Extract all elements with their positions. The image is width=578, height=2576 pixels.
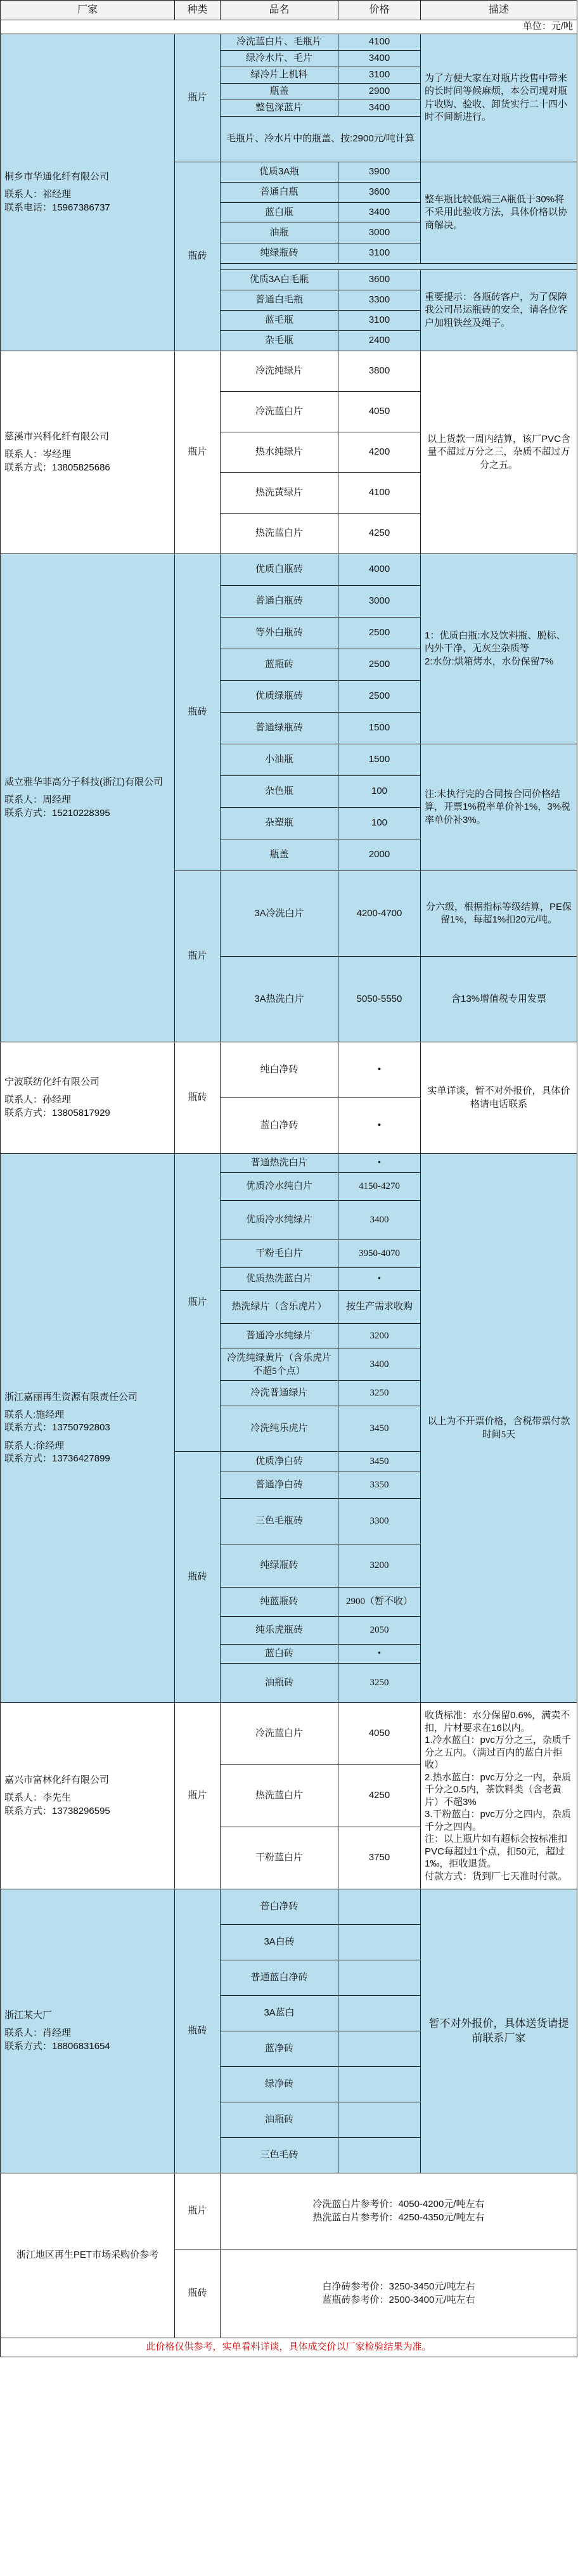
product-name: 普通白瓶砖 (221, 586, 338, 618)
category-brick: 瓶砖 (175, 1889, 221, 2173)
brick-reference-white: 白净砖参考价：3250-3450元/吨左右 (322, 2281, 475, 2293)
product-price: 3450 (338, 1406, 421, 1452)
product-price: 3100 (338, 67, 421, 84)
contact-name: 联系人：孙经理 (4, 1094, 72, 1106)
factory-name: 桐乡市华通化纤有限公司 (4, 171, 110, 183)
product-name: 杂塑瓶 (221, 808, 338, 839)
table-row (1, 34, 577, 51)
table-row (1, 1154, 577, 1173)
product-name: 纯绿瓶砖 (221, 243, 338, 264)
product-price: 3100 (338, 311, 421, 331)
product-name: 3A蓝白 (221, 1996, 338, 2031)
product-name: 冷洗蓝白片 (221, 392, 338, 432)
product-name: 蓝白瓶 (221, 203, 338, 223)
product-price: 4050 (338, 1703, 421, 1765)
contact-phone: 联系方式：13736427899 (4, 1453, 110, 1464)
product-price: 2900（暂不收） (338, 1588, 421, 1617)
product-price: • (338, 1098, 421, 1154)
contact-phone: 联系方式：18806831654 (4, 2040, 110, 2052)
contact-phone: 联系方式：15210228395 (4, 807, 110, 819)
product-name: 优质冷水纯白片 (221, 1173, 338, 1201)
table-row (1, 1703, 577, 1765)
flake-description: 为了方便大家在对瓶片投售中带来的长时间等候麻烦，本公司现对瓶片收购、验收、卸货实行二十四小时不间断进行。 (421, 34, 577, 162)
product-price (338, 2138, 421, 2173)
header-factory: 厂家 (1, 1, 175, 20)
product-price (338, 1960, 421, 1996)
product-price: 2400 (338, 331, 421, 351)
product-name: 普通冷水纯绿片 (221, 1324, 338, 1349)
product-name: 三色毛瓶砖 (221, 1499, 338, 1544)
contact-name: 联系人：岑经理 (4, 449, 72, 460)
product-price: 3350 (338, 1472, 421, 1499)
contact-phone: 联系方式：13750792803 (4, 1422, 110, 1434)
category-brick: 瓶砖 (175, 2249, 221, 2338)
product-name: 油瓶砖 (221, 2102, 338, 2138)
product-name: 冷洗普通绿片 (221, 1381, 338, 1406)
product-name: 3A白砖 (221, 1925, 338, 1960)
product-price (338, 1925, 421, 1960)
product-price: 1500 (338, 744, 421, 776)
product-price: 100 (338, 808, 421, 839)
product-price: 3900 (338, 162, 421, 183)
product-name: 优质白瓶砖 (221, 554, 338, 586)
contact-name: 联系人：祁经理 (4, 189, 72, 200)
category-flake: 瓶片 (175, 34, 221, 162)
product-price: 5050-5550 (338, 957, 421, 1042)
category-flake: 瓶片 (175, 351, 221, 554)
product-price (338, 2031, 421, 2067)
category-brick: 瓶砖 (175, 1452, 221, 1703)
product-name: 普通白毛瓶 (221, 290, 338, 311)
header-category: 种类 (175, 1, 221, 20)
product-name: 优质绿瓶砖 (221, 681, 338, 713)
product-name: 普通净白砖 (221, 1472, 338, 1499)
product-name: 小油瓶 (221, 744, 338, 776)
factory-name: 慈溪市兴科化纤有限公司 (4, 431, 110, 443)
product-price: 2500 (338, 618, 421, 649)
product-name: 热洗绿片（含乐虎片） (221, 1291, 338, 1324)
product-name: 干粉蓝白片 (221, 1827, 338, 1889)
category-flake: 瓶片 (175, 1154, 221, 1452)
product-price: 2900 (338, 84, 421, 100)
factory-name: 浙江某大厂 (4, 2010, 53, 2021)
product-name: 三色毛砖 (221, 2138, 338, 2173)
factory-cell-fulin (1, 1703, 175, 1889)
product-name: 纯乐虎瓶砖 (221, 1617, 338, 1645)
product-name: 冷洗蓝白片、毛瓶片 (221, 34, 338, 51)
product-description: 以上货款一周内结算，该厂PVC含量不超过万分之三，杂质不超过万分之五。 (421, 351, 577, 554)
product-price: 4200-4700 (338, 871, 421, 957)
table-row (1, 1042, 577, 1098)
product-price: 4200 (338, 432, 421, 473)
product-name: 杂毛瓶 (221, 331, 338, 351)
product-name: 冷洗蓝白片 (221, 1703, 338, 1765)
product-price: 3250 (338, 1381, 421, 1406)
product-price (338, 2067, 421, 2102)
product-name: 普通白瓶 (221, 183, 338, 203)
product-description: 实单详谈，暂不对外报价，具体价格请电话联系 (421, 1042, 577, 1154)
product-price: 3800 (338, 351, 421, 392)
product-price: 4100 (338, 34, 421, 51)
header-desc: 描述 (421, 1, 577, 20)
product-price: 1500 (338, 713, 421, 744)
contact-name: 联系人：周经理 (4, 794, 72, 806)
factory-cell-jiali (1, 1154, 175, 1703)
category-brick: 瓶砖 (175, 554, 221, 871)
category-flake: 瓶片 (175, 2173, 221, 2249)
product-name: 瓶盖 (221, 84, 338, 100)
product-price: 3400 (338, 100, 421, 117)
product-name: 优质冷水纯绿片 (221, 1201, 338, 1240)
factory-name: 宁波联纺化纤有限公司 (4, 1077, 100, 1088)
product-name: 纯蓝瓶砖 (221, 1588, 338, 1617)
flake-grade-note: 分六级，根据指标等级结算，PE保留1%，每超1%扣20元/吨。 (421, 871, 577, 957)
market-reference-title: 浙江地区再生PET市场采购价参考 (1, 2173, 175, 2338)
product-name: 油瓶 (221, 223, 338, 243)
product-price: 4150-4270 (338, 1173, 421, 1201)
table-row (1, 2173, 577, 2249)
product-name: 蓝净砖 (221, 2031, 338, 2067)
invoice-note: 含13%增值税专用发票 (421, 957, 577, 1042)
product-name: 普白净砖 (221, 1889, 338, 1925)
product-name: 纯绿瓶砖 (221, 1544, 338, 1588)
product-price (338, 2102, 421, 2138)
product-price: 4100 (338, 473, 421, 514)
product-price: 2050 (338, 1617, 421, 1645)
factory-name: 浙江嘉丽再生资源有限责任公司 (4, 1391, 138, 1402)
product-name: 油瓶砖 (221, 1664, 338, 1703)
product-price: 3400 (338, 1201, 421, 1240)
table-row (1, 351, 577, 392)
contact-phone: 联系方式：13805825686 (4, 462, 110, 473)
product-price: • (338, 1042, 421, 1098)
table-row (1, 554, 577, 586)
product-price: 3750 (338, 1827, 421, 1889)
product-name: 热洗蓝白片 (221, 1765, 338, 1827)
header-price: 价格 (338, 1, 421, 20)
factory-cell-veolia (1, 554, 175, 1042)
brick-reference-blue: 蓝瓶砖参考价：2500-3400元/吨左右 (322, 2294, 475, 2305)
product-name: 蓝瓶砖 (221, 649, 338, 681)
brick-reference (221, 2249, 577, 2338)
contact-name: 联系人:徐经理 (4, 1440, 65, 1451)
product-price: • (338, 1268, 421, 1291)
flake-reference (221, 2173, 577, 2249)
product-price: 3250 (338, 1664, 421, 1703)
product-name: 冷洗纯乐虎片 (221, 1406, 338, 1452)
product-name: 热水纯绿片 (221, 432, 338, 473)
product-price: 4050 (338, 392, 421, 432)
factory-cell-zhejiang-factory (1, 1889, 175, 2173)
product-name: 普通热洗白片 (221, 1154, 338, 1173)
product-price: 3400 (338, 51, 421, 67)
unit-note: 单位：元/吨 (1, 20, 577, 34)
product-price (338, 1996, 421, 2031)
product-price: 3950-4070 (338, 1240, 421, 1268)
header-row (1, 1, 577, 20)
product-name: 优质净白砖 (221, 1452, 338, 1472)
flake-reference-hot: 热洗蓝白片参考价：4250-4350元/吨左右 (312, 2211, 485, 2223)
contact-name: 联系人：肖经理 (4, 2028, 72, 2039)
product-description: 收货标准：水分保留0.6%，满卖不扣，片材要求在16以内。 1.冷水蓝白：pvc万分之三，杂质千分之五内。（满过百内的蓝白片拒收） 2.热水蓝白：pvc万分之一内，杂质千分之0.5内，茶饮料类（含老黄片）不超3% 3.干粉蓝白：pvc万分之四内，杂质千分之四内。 注：以上瓶片如有超标会按标准扣PVC每超过1个点，扣50元，超过1‰，拒收退货。 付款方式：货到厂七天准时付款。 (421, 1703, 577, 1889)
product-name: 绿净砖 (221, 2067, 338, 2102)
product-price: 3100 (338, 243, 421, 264)
factory-name: 嘉兴市富林化纤有限公司 (4, 1775, 110, 1786)
product-price (338, 1889, 421, 1925)
product-name: 蓝白砖 (221, 1645, 338, 1664)
product-name: 普通蓝白净砖 (221, 1960, 338, 1996)
category-brick: 瓶砖 (175, 162, 221, 351)
product-price: • (338, 1645, 421, 1664)
factory-cell-xingke (1, 351, 175, 554)
brick-description: 1：优质白瓶:水及饮料瓶、脱标、内外干净，无灰尘杂质等 2:水份:烘箱烤水，水份保留7% (421, 554, 577, 744)
product-name: 整包深蓝片 (221, 100, 338, 117)
product-price: 3200 (338, 1324, 421, 1349)
product-price: 2500 (338, 681, 421, 713)
product-price: 2000 (338, 839, 421, 871)
brick-contract-note: 注:未执行完的合同按合同价格结算，开票1%税率单价补1%，3%税率单价补3%。 (421, 744, 577, 871)
product-description: 以上为不开票价格，含税带票付款时间5天 (421, 1154, 577, 1703)
product-name: 3A冷洗白片 (221, 871, 338, 957)
product-name: 3A热洗白片 (221, 957, 338, 1042)
product-name: 热洗黄绿片 (221, 473, 338, 514)
product-name: 优质3A白毛瓶 (221, 270, 338, 290)
contact-phone: 联系方式：13738296595 (4, 1805, 110, 1816)
contact-phone: 联系方式：13805817929 (4, 1107, 110, 1118)
contact-phone: 联系电话：15967386737 (4, 202, 110, 213)
product-name: 普通绿瓶砖 (221, 713, 338, 744)
product-name: 热洗蓝白片 (221, 514, 338, 554)
product-name: 纯白净砖 (221, 1042, 338, 1098)
category-brick: 瓶砖 (175, 1042, 221, 1154)
product-name: 蓝白净砖 (221, 1098, 338, 1154)
product-price: 3000 (338, 223, 421, 243)
table-row (1, 1889, 577, 1925)
product-price: 4250 (338, 1765, 421, 1827)
product-price: 4000 (338, 554, 421, 586)
product-name: 绿冷片上机料 (221, 67, 338, 84)
product-price: 4250 (338, 514, 421, 554)
product-name: 冷洗纯绿片 (221, 351, 338, 392)
product-price: 3600 (338, 270, 421, 290)
product-price: 3600 (338, 183, 421, 203)
disclaimer-footer: 此价格仅供参考，实单看料详谈，具体成交价以厂家检验结果为准。 (1, 2338, 577, 2357)
contact-name: 联系人：李先生 (4, 1792, 72, 1804)
product-price: 3400 (338, 203, 421, 223)
factory-name: 威立雅华菲高分子科技(浙江)有限公司 (4, 777, 163, 788)
product-name: 优质3A瓶 (221, 162, 338, 183)
flake-note: 毛瓶片、冷水片中的瓶盖、按:2900元/吨计算 (221, 117, 421, 162)
category-flake: 瓶片 (175, 871, 221, 1042)
contact-name: 联系人:施经理 (4, 1409, 65, 1421)
product-price: 按生产需求收购 (338, 1291, 421, 1324)
product-price: 3200 (338, 1544, 421, 1588)
brick-description: 整车瓶比较低端三A瓶低于30%将不采用此验收方法，具体价格以协商解决。 (421, 162, 577, 264)
product-price: 3000 (338, 586, 421, 618)
product-name: 蓝毛瓶 (221, 311, 338, 331)
category-flake: 瓶片 (175, 1703, 221, 1889)
product-name: 干粉毛白片 (221, 1240, 338, 1268)
factory-cell-huatong (1, 34, 175, 351)
product-price: 3300 (338, 290, 421, 311)
product-name: 冷洗纯绿黄片（含乐虎片不超5个点） (221, 1349, 338, 1381)
product-price: 3400 (338, 1349, 421, 1381)
product-price: 3300 (338, 1499, 421, 1544)
header-product: 品名 (221, 1, 338, 20)
product-name: 杂色瓶 (221, 776, 338, 808)
brick-notice: 重要提示：各瓶砖客户，为了保障我公司吊运瓶砖的安全，请各位客户加粗铁丝及绳子。 (421, 270, 577, 351)
product-price: 100 (338, 776, 421, 808)
product-name: 绿冷水片、毛片 (221, 51, 338, 67)
product-name: 等外白瓶砖 (221, 618, 338, 649)
product-name: 瓶盖 (221, 839, 338, 871)
factory-cell-lianfang (1, 1042, 175, 1154)
product-name: 优质热洗蓝白片 (221, 1268, 338, 1291)
flake-reference-cold: 冷洗蓝白片参考价：4050-4200元/吨左右 (312, 2199, 485, 2210)
product-description: 暂不对外报价，具体送货请提前联系厂家 (421, 1889, 577, 2173)
product-price: 2500 (338, 649, 421, 681)
product-price: 3450 (338, 1452, 421, 1472)
product-price: • (338, 1154, 421, 1173)
